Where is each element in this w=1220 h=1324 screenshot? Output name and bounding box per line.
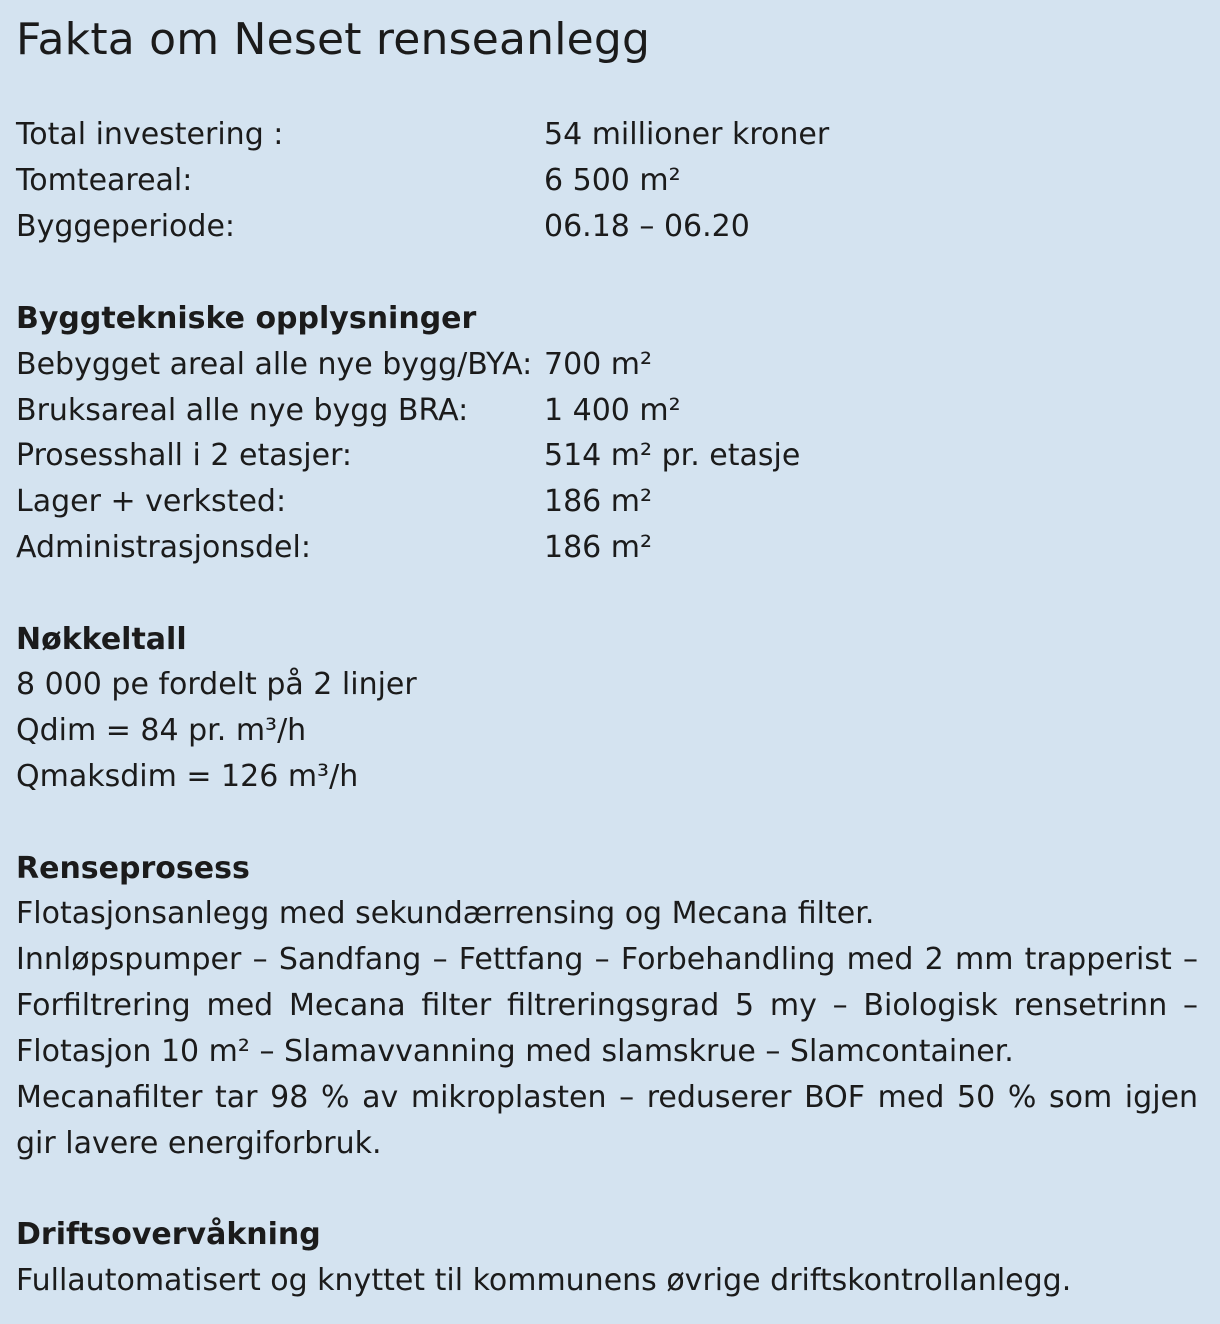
building-value: 700 m² [544,347,653,382]
fact-value: 54 millioner kroner [544,117,830,152]
building-label: Administrasjonsdel: [16,530,311,565]
monitoring-text: Fullautomatisert og knyttet til kommunens øvrige driftskontrollanlegg. [16,1263,1072,1298]
section-heading-process: Renseprosess [16,851,250,886]
page-title: Fakta om Neset renseanlegg [16,14,651,65]
building-value: 186 m² [544,484,653,519]
section-heading-monitoring: Driftsovervåkning [16,1217,321,1252]
key-figure-line: Qdim = 84 pr. m³/h [16,713,307,748]
section-heading-building: Byggtekniske opplysninger [16,301,477,336]
process-steps-paragraph: Innløpspumper – Sandfang – Fettfang – Forbehandling med 2 mm trapperist – Forfiltrering med Mecana filter filtreringsgrad 5 my – Biologisk rensetrinn – Flotasjon 10 m² – Slamavvanning med slamskrue – Slamcontainer. [16,942,1198,1069]
section-heading-key-figures: Nøkkeltall [16,622,187,657]
building-label: Prosesshall i 2 etasjer: [16,438,352,473]
building-label: Bebygget areal alle nye bygg/BYA: [16,347,533,382]
fact-label: Byggeperiode: [16,209,236,244]
building-value: 514 m² pr. etasje [544,438,801,473]
fact-value: 6 500 m² [544,163,681,198]
fact-label: Total investering : [16,117,284,152]
process-summary: Flotasjonsanlegg med sekundærrensing og Mecana filter. [16,896,875,931]
process-filter-paragraph: Mecanafilter tar 98 % av mikroplasten – reduserer BOF med 50 % som igjen gir lavere energiforbruk. [16,1080,1198,1161]
building-value: 1 400 m² [544,393,681,428]
key-figure-line: Qmaksdim = 126 m³/h [16,759,359,794]
fact-value: 06.18 – 06.20 [544,209,750,244]
building-label: Lager + verksted: [16,484,287,519]
building-value: 186 m² [544,530,653,565]
fact-label: Tomteareal: [16,163,193,198]
key-figure-line: 8 000 pe fordelt på 2 linjer [16,667,417,702]
building-label: Bruksareal alle nye bygg BRA: [16,393,469,428]
